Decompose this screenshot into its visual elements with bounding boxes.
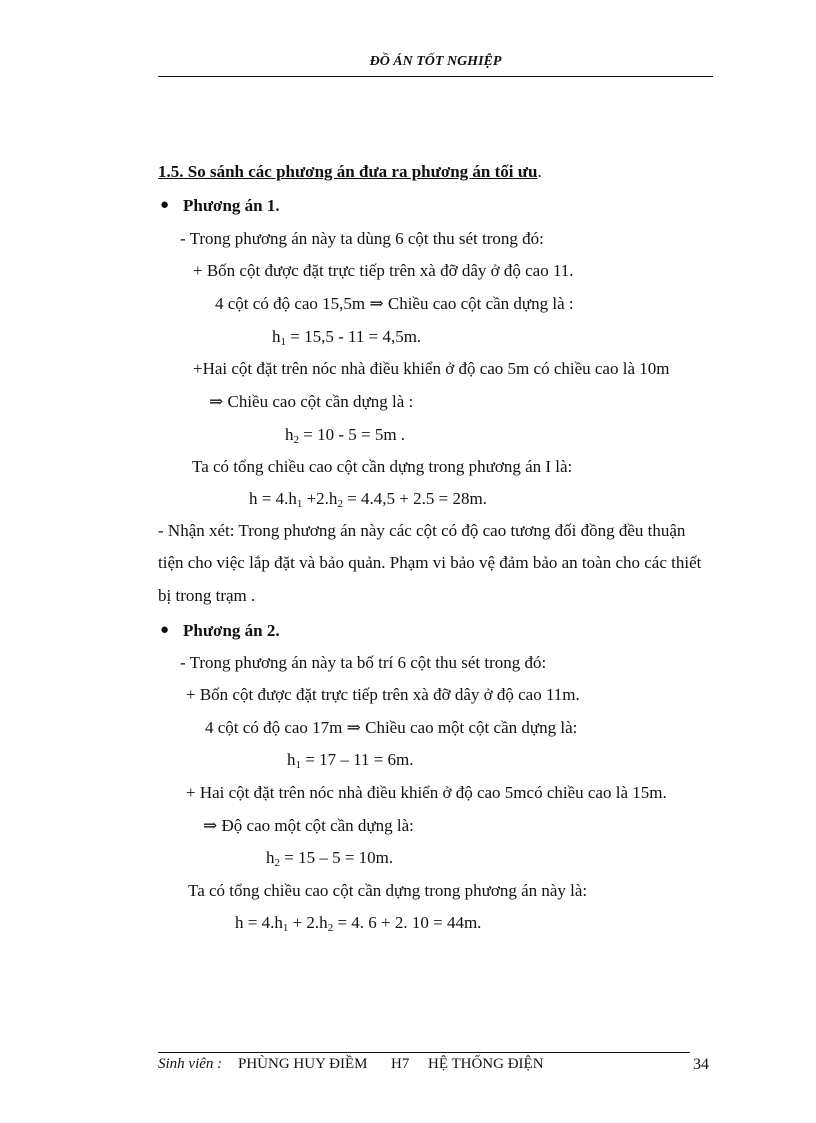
option2-line5: + Hai cột đặt trên nóc nhà điều khiển ở độ cao 5mcó chiều cao là 15m. bbox=[186, 783, 667, 802]
formula-subscript: 2 bbox=[327, 922, 334, 934]
formula-part: = 15 – 5 = 10m. bbox=[280, 848, 394, 867]
formula-part: = 10 - 5 = 5m . bbox=[299, 425, 406, 444]
option1-line3: 4 cột có độ cao 15,5m ⇒ Chiều cao cột cần dựng là : bbox=[215, 294, 574, 313]
formula-subscript: 2 bbox=[337, 498, 343, 510]
bullet-icon: ● bbox=[160, 622, 170, 638]
option2-line3: 4 cột có độ cao 17m ⇒ Chiều cao một cột cần dựng là: bbox=[205, 718, 578, 737]
formula-subscript: 1 bbox=[296, 498, 303, 510]
option2-formula-h1 bbox=[287, 750, 414, 770]
footer-major: HỆ THỐNG ĐIỆN bbox=[428, 1056, 544, 1072]
option1-line6: ⇒ Chiều cao cột cần dựng là : bbox=[209, 392, 414, 411]
formula-subscript: 2 bbox=[293, 434, 299, 446]
option1-line8: Ta có tổng chiều cao cột cần dựng trong phương án I là: bbox=[192, 457, 573, 476]
option1-heading: Phương án 1. bbox=[183, 196, 280, 215]
option1-line2: + Bốn cột được đặt trực tiếp trên xà đỡ dây ở độ cao 11. bbox=[193, 261, 574, 280]
option2-heading: Phương án 2. bbox=[183, 621, 280, 640]
formula-part: = 15,5 - 11 = 4,5m. bbox=[286, 327, 422, 346]
formula-part: h = 4.h bbox=[249, 489, 297, 508]
footer-rule bbox=[158, 1052, 690, 1053]
formula-subscript: 1 bbox=[295, 759, 301, 771]
option1-formula-h2 bbox=[285, 425, 405, 445]
formula-part: + 2.h bbox=[288, 913, 328, 932]
footer-student-name: PHÙNG HUY ĐIỀM bbox=[238, 1056, 368, 1072]
formula-subscript: 1 bbox=[282, 922, 289, 934]
footer-class: H7 bbox=[391, 1056, 410, 1072]
option2-line2: + Bốn cột được đặt trực tiếp trên xà đỡ dây ở độ cao 11m. bbox=[186, 685, 580, 704]
option2-line6: ⇒ Độ cao một cột cần dựng là: bbox=[203, 816, 414, 835]
section-title: 1.5. So sánh các phương án đưa ra phương án tối ưu bbox=[158, 162, 538, 181]
formula-part: h bbox=[266, 848, 275, 867]
formula-part: h bbox=[285, 425, 294, 444]
option1-formula-h1 bbox=[272, 327, 421, 347]
section-title-period: . bbox=[537, 162, 542, 181]
formula-part: h bbox=[272, 327, 281, 346]
option2-line1: - Trong phương án này ta bố trí 6 cột thu sét trong đó: bbox=[180, 653, 547, 672]
formula-part: = 17 – 11 = 6m. bbox=[301, 750, 414, 769]
option1-note-line3: bị trong trạm . bbox=[158, 586, 256, 605]
option1-line1: - Trong phương án này ta dùng 6 cột thu sét trong đó: bbox=[180, 229, 544, 248]
option1-note-line2: tiện cho việc lắp đặt và bảo quản. Phạm vi bảo vệ đảm bảo an toàn cho các thiết bbox=[158, 553, 702, 572]
footer-label bbox=[158, 1056, 222, 1073]
section-heading bbox=[158, 162, 542, 182]
footer-student-label: Sinh viên : bbox=[158, 1056, 223, 1072]
formula-part: = 4. 6 + 2. 10 = 44m. bbox=[333, 913, 482, 932]
header-rule bbox=[158, 76, 713, 77]
option1-line5: +Hai cột đặt trên nóc nhà điều khiển ở độ cao 5m có chiều cao là 10m bbox=[193, 359, 670, 378]
page-number: 34 bbox=[693, 1056, 709, 1073]
option2-formula-h2 bbox=[266, 848, 393, 868]
bullet-icon: ● bbox=[160, 197, 170, 213]
formula-subscript: 2 bbox=[274, 857, 280, 869]
option2-formula-total bbox=[235, 913, 481, 933]
formula-subscript: 1 bbox=[280, 336, 286, 348]
option1-formula-total bbox=[249, 489, 487, 509]
option2-line8: Ta có tổng chiều cao cột cần dựng trong phương án này là: bbox=[188, 881, 588, 900]
formula-part: h bbox=[287, 750, 296, 769]
formula-part: = 4.4,5 + 2.5 = 28m. bbox=[342, 489, 487, 508]
formula-part: +2.h bbox=[302, 489, 338, 508]
document-header: ĐỒ ÁN TỐT NGHIỆP bbox=[369, 54, 502, 69]
option1-note-line1: - Nhận xét: Trong phương án này các cột có độ cao tương đối đồng đều thuận bbox=[158, 521, 686, 540]
formula-part: h = 4.h bbox=[235, 913, 283, 932]
